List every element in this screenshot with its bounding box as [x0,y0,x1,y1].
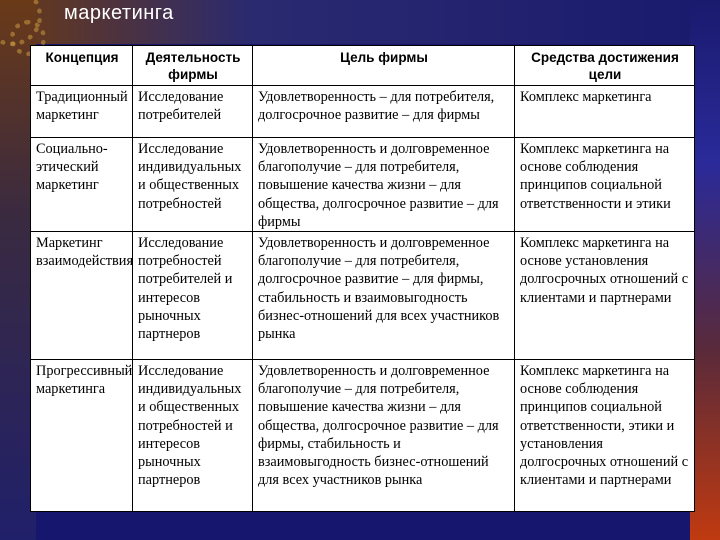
table-header-row [31,46,695,86]
header-means: Средства достижения цели [515,46,695,86]
header-goal: Цель фирмы [253,46,515,86]
cell-activity: Исследование индивидуальных и общественных потребностей [133,138,253,232]
cell-means: Комплекс маркетинга на основе соблюдения принципов социальной ответственности и этики [515,138,695,232]
cell-means: Комплекс маркетинга на основе соблюдения принципов социальной ответственности, этики и установления долгосрочных отношений с клиентами и партнерами [515,360,695,512]
cell-goal: Удовлетворенность – для потребителя, долгосрочное развитие – для фирмы [253,86,515,138]
concepts-table-container [30,45,694,512]
cell-concept: Маркетинг взаимодействия [31,232,133,360]
table-row [31,86,695,138]
table-row [31,138,695,232]
table-row [31,232,695,360]
header-concept: Концепция [31,46,133,86]
cell-concept: Традиционный маркетинг [31,86,133,138]
cell-means: Комплекс маркетинга на основе установления долгосрочных отношений с клиентами и партнерами [515,232,695,360]
cell-goal: Удовлетворенность и долговременное благополучие – для потребителя, долгосрочное развитие – для фирмы, стабильность и взаимовыгодность бизнес-отношений для всех участников рынка [253,232,515,360]
cell-concept: Социально-этический маркетинг [31,138,133,232]
marketing-concepts-table [30,45,695,512]
table-row [31,360,695,512]
cell-activity: Исследование потребностей потребителей и интересов рыночных партнеров [133,232,253,360]
cell-activity: Исследование потребителей [133,86,253,138]
cell-goal: Удовлетворенность и долговременное благополучие – для потребителя, повышение качества жизни – для общества, долгосрочное развитие – для фирмы, стабильность и взаимовыгодность бизнес-отношений для всех участников рынка [253,360,515,512]
cell-goal: Удовлетворенность и долговременное благополучие – для потребителя, повышение качества жизни – для общества, долгосрочное развитие – для фирмы [253,138,515,232]
header-activity: Деятельность фирмы [133,46,253,86]
cell-concept: Прогрессивный маркетинга [31,360,133,512]
cell-means: Комплекс маркетинга [515,86,695,138]
slide-title: маркетинга [64,2,174,24]
cell-activity: Исследование индивидуальных и общественных потребностей и интересов рыночных партнеров [133,360,253,512]
